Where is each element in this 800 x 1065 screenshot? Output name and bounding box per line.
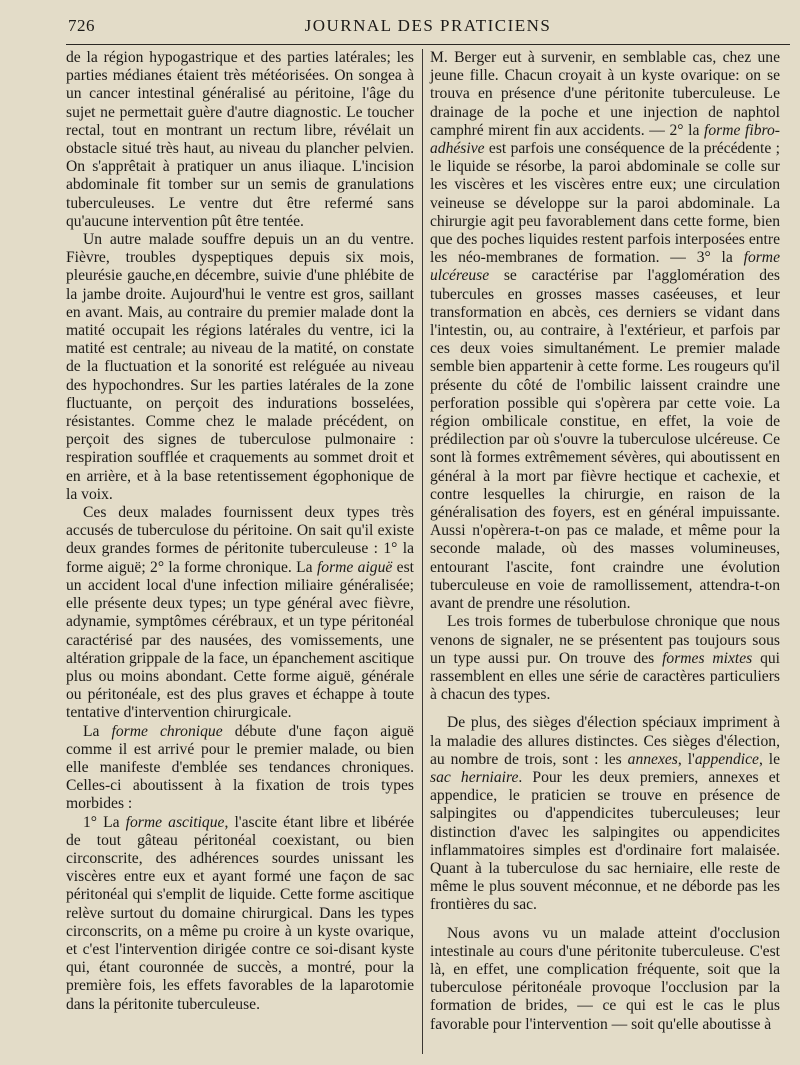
italic-term: annexes <box>627 750 678 768</box>
paragraph <box>66 49 414 231</box>
italic-term: forme ulcéreuse <box>430 249 780 285</box>
text-run: Un autre malade souffre depuis un an du ventre. Fièvre, troubles dyspeptiques depuis six mois, pleurésie gauche,en décembre, suivie d'une phlébite de la jambe droite. Aujourd'hui le ventre est gros, saillant en avant. Mais, au contraire du premier malade dont la matité occupait les régions latérales du ventre, ici la matité est centrale; au niveau de la matité, on constate de la fluctuation et la sonorité est reléguée au niveau des hypochondres. Sur les parties latérales de la zone fluctuante, on perçoit des indurations bosselées, résistantes. Comme chez le malade précédent, on perçoit des signes de tuberculose pulmonaire : respiration soufflée et craquements au sommet droit et en arrière, et à la base retentissement égophonique de la voix. <box>66 231 414 503</box>
paragraph <box>430 49 780 613</box>
italic-term: forme ascitique <box>125 813 225 831</box>
text-run: , le <box>758 750 780 768</box>
text-run: de la région hypogastrique et des parties latérales; les parties médianes étaient très météorisées. On songea à un cancer intestinal généralisé au péritoine, l'âge du sujet ne permettait guère d'autre diagnostic. Le toucher rectal, tout en montrant un rectum libre, révélait un obstacle situé très haut, au niveau du plancher pelvien. On s'apprêtait à pratiquer un anus iliaque. L'incision abdominale fit tomber sur un semis de granulations tuberculeuses. Le ventre dut être refermé sans qu'aucune intervention pût être tentée. <box>66 49 414 230</box>
text-run: M. Berger eut à survenir, en semblable cas, chez une jeune fille. Chacun croyait à un kyste ovarique: on se trouva en présence d'une péritonite tuberculeuse. Le drainage de la poche et une injection de naphtol camphré mirent fin aux accidents. — 2° la <box>430 49 780 139</box>
italic-term: forme aiguë <box>316 558 393 576</box>
text-run: se caractérise par l'agglomération des tubercules en grosses masses caséeuses, et leur transformation en abcès, ces derniers se vidant dans l'intestin, ou, au contraire, à l'extérieur, et parfois par ces deux voies simultanément. Le premier malade semble bien appartenir à cette forme. Les rougeurs qu'il présente du côté de l'ombilic laissent craindre une perforation possible qui s'opèrera par cette voie. La région ombilicale constitue, en effet, la voie de prédilection par où s'ouvre la tuberculose ulcéreuse. Ce sont là formes extrêmement sévères, qui aboutissent en général à la mort par fièvre hectique et cachexie, et contre lesquelles la chirurgie, en raison de la généralisation des foyers, est en général impuissante. Aussi n'opèrera-t-on pas ce malade, et même pour la seconde malade, où des masses volumineuses, entourant l'ascite, font craindre une évolution tuberculeuse en voie de ramollissement, attendra-t-on avant de prendre une résolution. <box>430 267 780 613</box>
italic-term: formes mixtes <box>662 649 753 667</box>
running-title: JOURNAL DES PRATICIENS <box>304 16 552 35</box>
paragraph <box>66 231 414 504</box>
text-run: Les trois formes de tuberbulose chronique que nous venons de signaler, ne se présentent pas toujours sous un type aussi pur. On trouve des <box>430 613 780 667</box>
text-run: De plus, des sièges d'élection spéciaux impriment à la maladie des allures distinctes. Ces sièges d'élection, au nombre de trois, sont : les <box>430 714 780 768</box>
text-run: 1° La <box>83 813 126 831</box>
left-column <box>66 49 414 1014</box>
paragraph <box>66 504 414 722</box>
paragraph <box>430 613 780 704</box>
paragraph <box>66 814 414 1014</box>
text-run: La <box>83 722 112 740</box>
paragraph <box>66 723 414 814</box>
text-run: débute d'une façon aiguë comme il est arrivé pour le premier malade, ou bien elle manifeste d'emblée ses tendances chroniques. Celles-ci aboutissent à la fixation de trois types morbides : <box>66 722 414 813</box>
text-run: qui rassemblent en elles une série de caractères particuliers à chacun des types. <box>430 649 780 704</box>
italic-term: appendice <box>694 750 759 768</box>
italic-term: forme chronique <box>111 722 223 740</box>
text-run: , l'ascite étant libre et libérée de tout gâteau péritonéal coexistant, ou bien circonscrite, des adhérences sourdes unissant les viscères entre eux et ayant formé une façon de sac péritonéal qui s'emplit de liquide. Cette forme ascitique relève surtout du domaine chirurgical. Dans les types circonscrits, on a même pu croire à un kyste ovarique, et c'est l'intervention dirigée contre ce soi-disant kyste qui, étant couronnée de succès, a montré, pour la première fois, les effets favorables de la laparotomie dans la péritonite tuberculeuse. <box>66 813 415 1013</box>
italic-term: sac herniaire <box>430 768 519 786</box>
text-run: Nous avons vu un malade atteint d'occlusion intestinale au cours d'une péritonite tuberculeuse. C'est là, en effet, une complication fréquente, soit que la tuberculose péritonéale provoque l'occlusion par la formation de brides, — ce qui est le cas le plus favorable pour l'intervention — soit qu'elle aboutisse à <box>430 924 780 1033</box>
paragraph <box>430 714 780 914</box>
right-column <box>430 49 780 1034</box>
column-rule <box>422 49 423 1054</box>
page-number: 726 <box>68 16 95 35</box>
text-run: , l' <box>677 750 695 768</box>
page-header <box>66 10 790 45</box>
text-run: . Pour les deux premiers, annexes et appendice, le praticien se trouve en présence de salpingites ou d'appendicites tuberculeuses; leur distinction d'avec les salpingites ou appendicites inflammatoires simples est d'ordinaire fort malaisée. Quant à la tuberculose du sac herniaire, elle reste de même le plus souvent méconnue, et ne déborde pas les frontières du sac. <box>430 768 780 914</box>
paragraph <box>430 925 780 1034</box>
italic-term: forme fibro-adhésive <box>430 121 780 158</box>
text-run: est parfois une conséquence de la précédente ; le liquide se résorbe, la paroi abdominale se colle sur les viscères et les viscères entre eux; une circulation veineuse se développe sur la paroi abdominale. La chirurgie agit peu favorablement dans cette forme, bien que des poches liquides restent parfois interposées entre les néo-membranes de formation. — 3° la <box>430 140 780 267</box>
text-run: Ces deux malades fournissent deux types très accusés de tuberculose du péritoine. On sait qu'il existe deux grandes formes de péritonite tuberculeuse : 1° la forme aiguë; 2° la forme chronique. La <box>66 504 414 576</box>
text-run: est un accident local d'une infection miliaire généralisée; elle présente deux types; un type général avec fièvre, adynamie, symptômes cérébraux, et un type péritonéal caractérisé par des nausées, des vomissements, une altération grippale de la face, un épanchement ascitique plus ou moins abondant. Cette forme aiguë, générale ou péritonéale, est des plus graves et échappe à toute tentative d'intervention chirurgicale. <box>66 558 414 722</box>
